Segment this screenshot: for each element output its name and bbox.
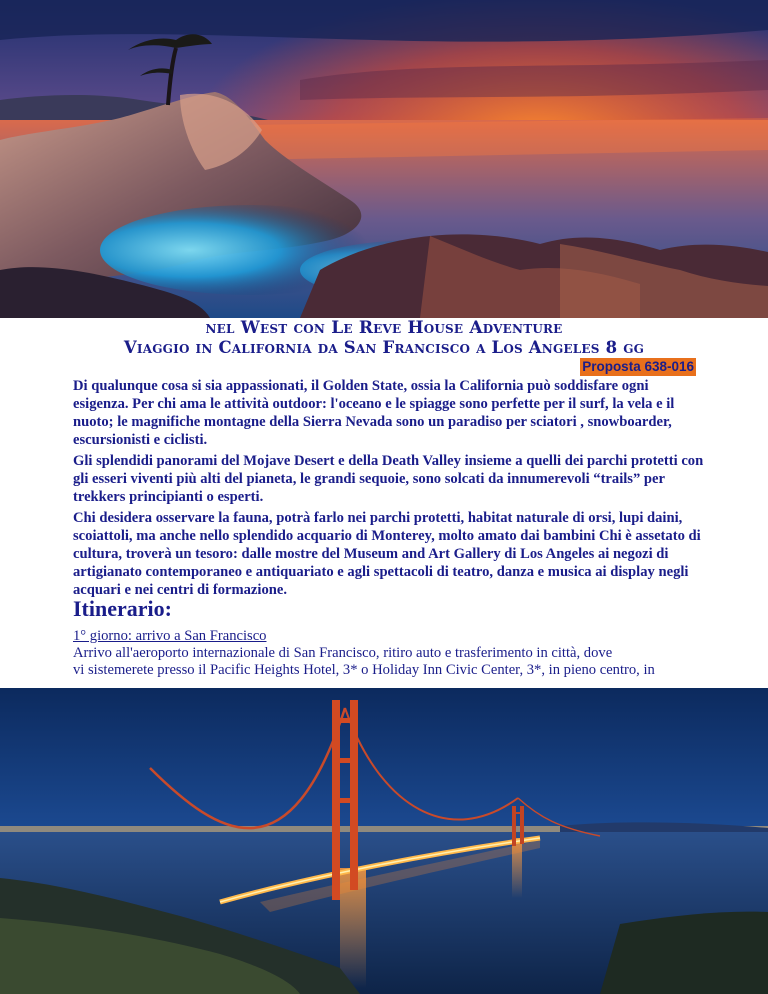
proposal-badge: Proposta 638-016	[582, 359, 694, 374]
intro-paragraph-1: Di qualunque cosa si sia appassionati, il Golden State, ossia la California può soddisfare ogni esigenza. Per chi ama le attività outdoor: l'oceano e le spiagge sono perfette per il surf, la vela e il nuoto; le magnifiche montagne della Sierra Nevada sono un paradiso per sciatori , snowboarder, escursionisti e ciclisti.	[73, 378, 675, 448]
itinerary-heading: Itinerario:	[73, 596, 172, 621]
golden-gate-bridge-photo	[0, 688, 768, 994]
lone-cypress-sunset-photo	[0, 0, 768, 318]
title-line-2: Viaggio in California da San Francisco a Los Angeles 8 gg	[123, 338, 645, 357]
day-1-line-1: Arrivo all'aeroporto internazionale di San Francisco, ritiro auto e trasferimento in città, dove	[73, 645, 613, 661]
intro-paragraph-2: Gli splendidi panorami del Mojave Desert e della Death Valley insieme a quelli dei parchi protetti con gli esseri viventi più alti del pianeta, le grandi sequoie, sono solcati da innumerevoli “trails” per trekkers principianti o esperti.	[73, 453, 704, 505]
intro-paragraph-3: Chi desidera osservare la fauna, potrà farlo nei parchi protetti, habitat naturale di orsi, lupi daini, scoiattoli, ma anche nello splendido acquario di Monterey, molto amato dai bambini Chi è assetato di cultura, troverà un tesoro: dalle mostre del Museum and Art Gallery di Los Angeles ai negozi di artigianato contemporaneo e antiquariato e agli spettacoli di teatro, danza e musica ai display negli acquari e nei centri di formazione.	[73, 510, 701, 598]
day-1-line-2: vi sistemerete presso il Pacific Heights Hotel, 3* o Holiday Inn Civic Center, 3*, in pieno centro, in	[73, 662, 655, 678]
title-line-1: nel West con Le Reve House Adventure	[205, 318, 563, 338]
day-1-title: 1° giorno: arrivo a San Francisco	[73, 628, 267, 644]
